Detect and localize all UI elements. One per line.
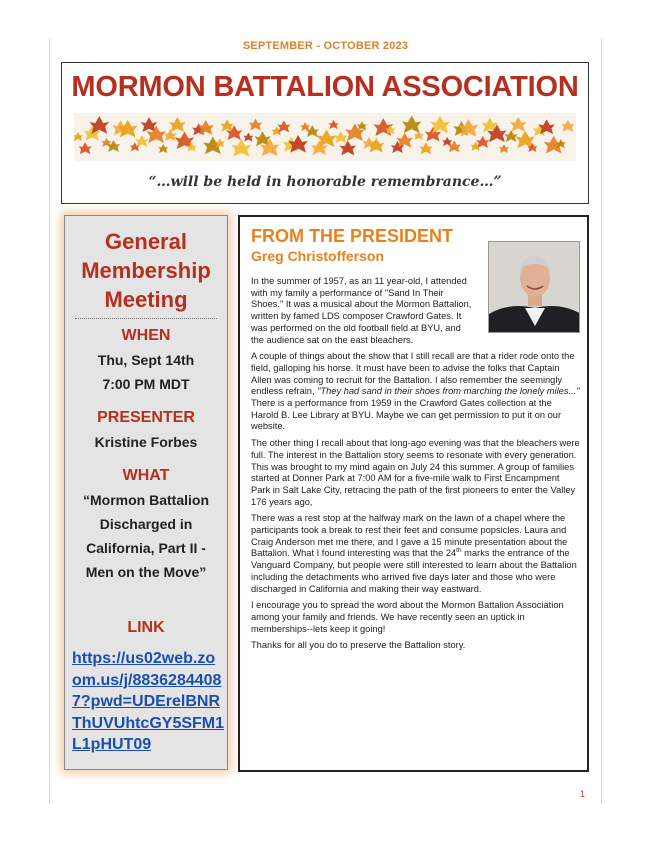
leaf-shape — [329, 120, 339, 129]
organization-title: MORMON BATTALION ASSOCIATION — [71, 71, 579, 103]
motto: “…will be held in honorable remembrance…” — [148, 174, 502, 190]
leaf-shape — [215, 138, 225, 147]
leaf-shape — [430, 116, 450, 134]
presenter-name: Kristine Forbes — [94, 434, 198, 450]
leaf-shape — [334, 131, 347, 143]
autumn-leaves-banner — [74, 113, 576, 161]
article-body — [251, 276, 581, 657]
paragraph: Thanks for all you do to preserve the Battalion story. — [251, 640, 466, 651]
meeting-sidebar — [64, 215, 228, 770]
leaf-shape — [402, 115, 422, 133]
leaf-shape — [164, 129, 177, 141]
leaf-shape — [561, 120, 574, 132]
leaf-shape — [317, 129, 337, 147]
meeting-date: Thu, Sept 14th — [97, 352, 195, 368]
zoom-meeting-link[interactable]: https://us02web.zoom.us/j/88362844087?pwd=UDErelBNRThUVUhtcGY5SFM1L1pHUT09 — [72, 650, 225, 753]
leaf-shape — [221, 119, 234, 131]
leaf-shape — [419, 142, 432, 154]
leaf-shape — [505, 130, 518, 142]
article-author: Greg Christofferson — [251, 248, 385, 264]
paragraph: A couple of things about the show that I still recall are that a rider rode onto the field, galloping his horse. It must have been to advise the folks that Captain Allen was coming to recruit for the Battalion. I also remember the seemingly endless refrain, "They had sand in their shoes from marching the lonely miles..." There is a performance from 1959 in the Crawford Gates collection at the Harold B. Lee Library at BYU. Maybe we can get permission to put it on our website. — [251, 351, 580, 432]
paragraph: In the summer of 1957, as an 11 year-old, I attended with my family a performance of "Sand In Their Shoes." It was a musical about the Mormon Battalion, written by famed LDS composer Crawford Gates. It was performed on the old football field at BYU, and the audience sat on the east bleachers. — [251, 276, 472, 345]
when-heading: WHEN — [121, 327, 171, 344]
paragraph: I encourage you to spread the word about the Mormon Battalion Association among your family and friends. We have recently seen an uptick in memberships--lets keep it going! — [251, 600, 564, 634]
topic-line: “Mormon Battalion — [83, 492, 209, 508]
leaf-shape — [357, 121, 367, 130]
leaf-shape — [414, 131, 424, 140]
leaf-shape — [510, 117, 526, 132]
right-rule — [601, 38, 602, 804]
leaf-shape — [169, 117, 185, 132]
presenter-heading: PRESENTER — [97, 409, 195, 426]
leaf-shape — [499, 144, 509, 153]
link-heading: LINK — [127, 619, 165, 636]
leaf-shape — [198, 120, 214, 135]
leaf-shape — [232, 139, 252, 157]
masthead — [61, 62, 589, 204]
leaf-shape — [476, 136, 489, 148]
meeting-time: 7:00 PM MDT — [102, 376, 190, 392]
what-heading: WHAT — [122, 467, 170, 484]
issue-date: SEPTEMBER - OCTOBER 2023 — [242, 40, 409, 52]
page-number: 1 — [580, 789, 586, 799]
leaf-shape — [538, 119, 554, 134]
leaf-shape — [74, 132, 83, 141]
leaf-shape — [556, 139, 566, 148]
leaf-shape — [249, 118, 262, 130]
leaf-shape — [243, 132, 253, 141]
topic-line: Men on the Move” — [85, 564, 207, 580]
leaf-shape — [79, 142, 92, 154]
leaf-shape — [340, 141, 356, 156]
leaf-shape — [396, 133, 412, 148]
president-article — [238, 215, 589, 772]
leaf-shape — [158, 144, 168, 153]
leaf-shape — [442, 137, 452, 146]
paragraph: There was a rest stop at the halfway mark on the lawn of a chapel where the participants took a break to rest their feet and consume popsicles. Laura and Craig Anderson met me there, and I gave a 15 minute presentation about the Battalion. What I found interesting was that the 24th marks the entrance of the Vanguard Company, but people were still interested to learn about the Battalion including the detachments who arrived five days later and those who were discharged in California and making their way eastward. — [251, 513, 577, 594]
left-rule — [49, 38, 50, 804]
topic-line: Discharged in — [99, 516, 193, 532]
leaf-shape — [135, 135, 148, 147]
topic-line: California, Part II - — [86, 540, 206, 556]
leaf-shape — [300, 122, 310, 131]
paragraph: The other thing I recall about that long-ago evening was that the bleachers were full. The interest in the Battalion story seems to resonate with every generation. This was brought to my mind again on July 24 this summer. A group of families started at Donner Park at 7:00 AM for a five-mile walk to First Encampment Park in Salt Lake City, retracing the path of the first pioneers to enter the Valley 176 years ago, — [251, 438, 580, 507]
meeting-title: General Membership Meeting — [81, 229, 211, 312]
leaf-shape — [277, 121, 290, 133]
article-heading: FROM THE PRESIDENT — [251, 226, 454, 246]
dotted-divider — [75, 318, 217, 319]
